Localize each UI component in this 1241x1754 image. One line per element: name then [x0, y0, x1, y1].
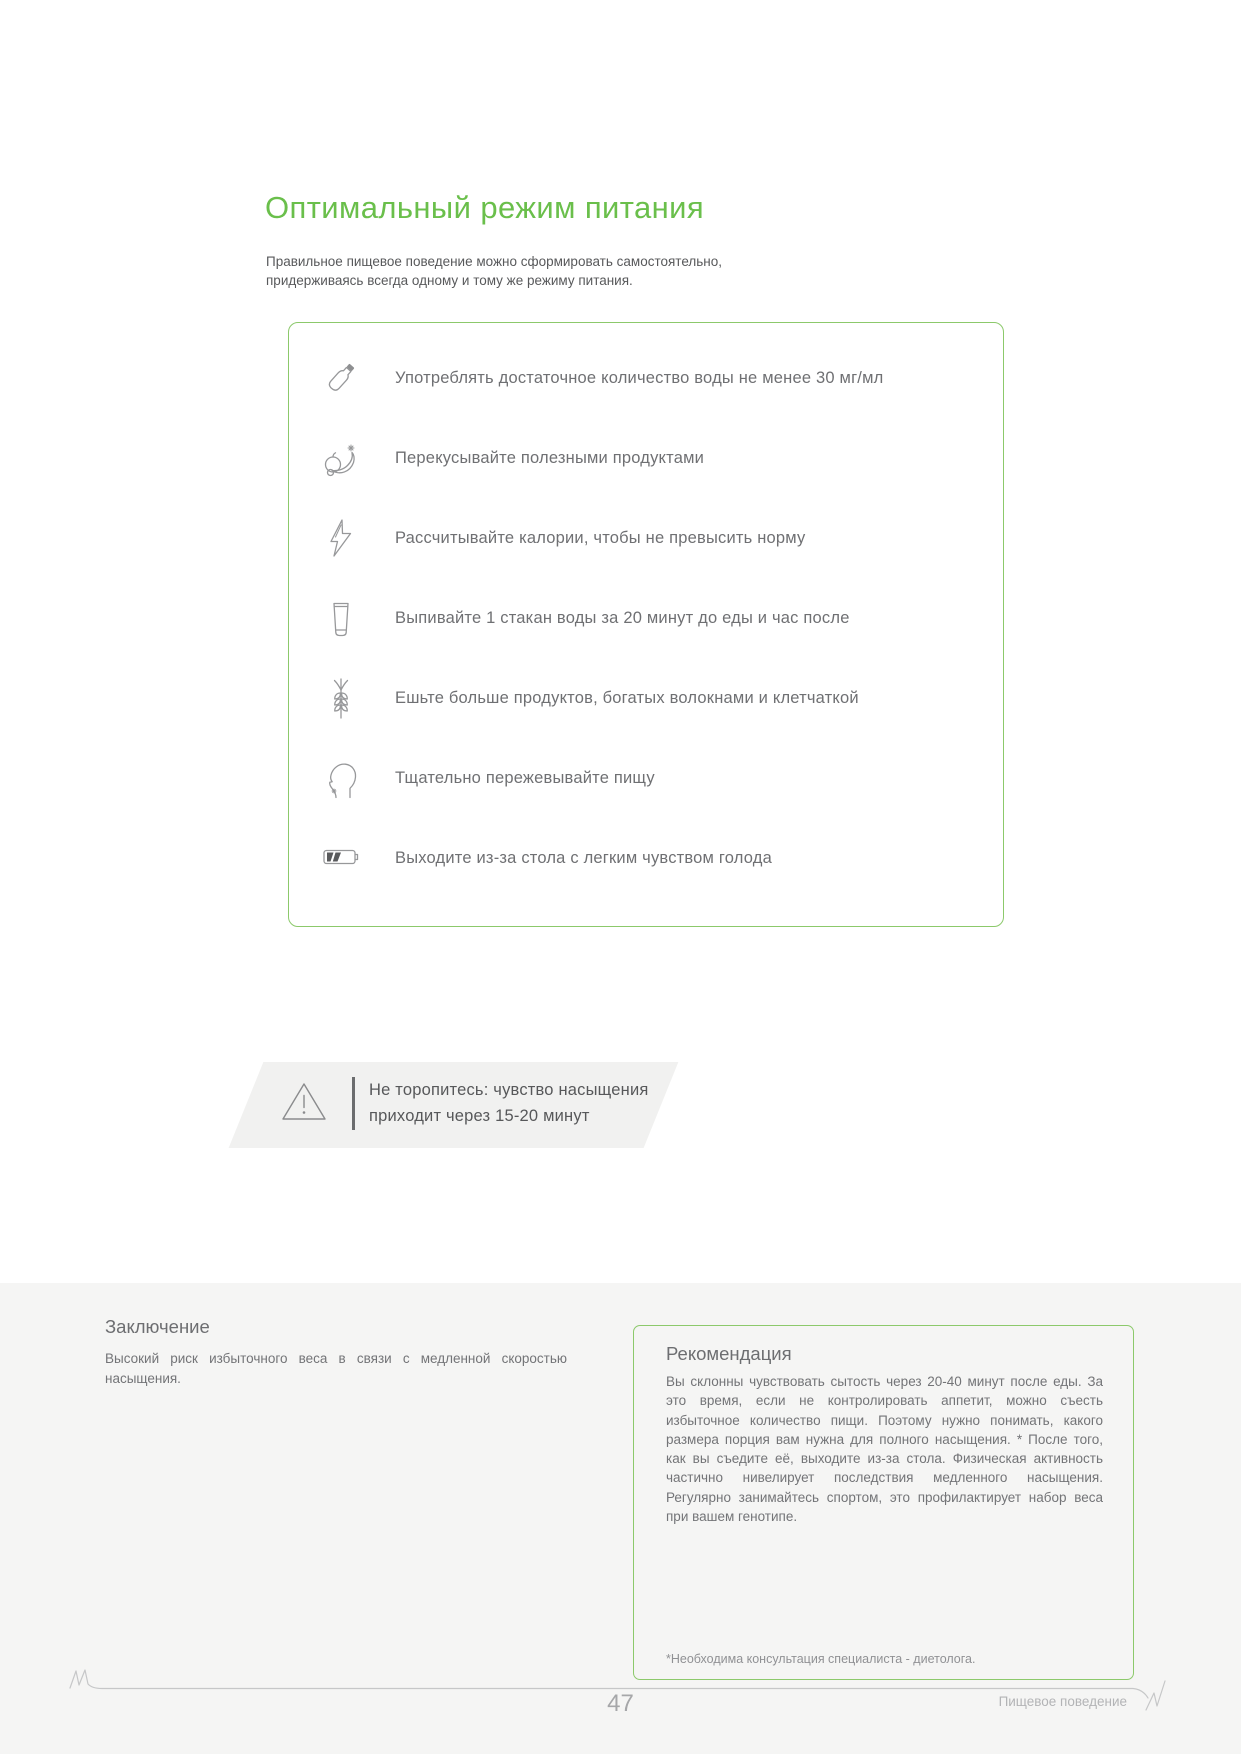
warning-divider: [352, 1077, 355, 1130]
recommendation-text: Вы склонны чувствовать сытость через 20-40 минут после еды. За это время, если не контролировать аппетит, можно съесть избыточное количество пищи. Поэтому нужно понимать, какого размера порция вам нужна для полного насыщения. * После того, как вы съедите её, выходите из-за стола. Физическая активность частично нивелирует последствия медленного насыщения. Регулярно занимайтесь спортом, это профилактирует набор веса при вашем генотипе.: [666, 1374, 1103, 1525]
tip-row-calories: [319, 508, 979, 568]
tip-row-light-hunger: [319, 828, 979, 888]
recommendation-panel: [633, 1325, 1134, 1680]
tip-text: Выходите из-за стола с легким чувством голода: [395, 848, 772, 867]
intro-paragraph: Правильное пищевое поведение можно сформировать самостоятельно, придерживаясь всегда одному и тому же режиму питания.: [266, 254, 723, 289]
tip-row-chew: [319, 748, 979, 808]
lightning-icon: [319, 516, 363, 560]
tip-text: Выпивайте 1 стакан воды за 20 минут до еды и час после: [395, 608, 850, 627]
conclusion-heading: Заключение: [105, 1316, 210, 1337]
page-title: Оптимальный режим питания: [265, 190, 705, 225]
tip-text: Рассчитывайте калории, чтобы не превысить норму: [395, 528, 806, 547]
recommendation-heading: Рекомендация: [666, 1343, 792, 1364]
footer-page-number: 47: [607, 1690, 634, 1717]
warning-triangle-icon: [280, 1079, 328, 1128]
tip-row-water-amount: [319, 348, 979, 408]
footer-section-label: Пищевое поведение: [998, 1694, 1127, 1709]
tip-text: Перекусывайте полезными продуктами: [395, 448, 705, 467]
tip-text: Употреблять достаточное количество воды не менее 30 мг/мл: [395, 368, 884, 387]
wheat-icon: [319, 676, 363, 720]
chewing-head-icon: [319, 756, 363, 800]
water-bottle-icon: [319, 356, 363, 400]
healthy-snack-icon: [319, 436, 363, 480]
battery-icon: [319, 836, 363, 880]
warning-line-2: приходит через 15-20 минут: [369, 1107, 590, 1126]
conclusion-text: Высокий риск избыточного веса в связи с медленной скоростью насыщения.: [105, 1351, 567, 1386]
tip-text: Тщательно пережевывайте пищу: [395, 768, 655, 787]
tip-row-glass-of-water: [319, 588, 979, 648]
tips-panel: [288, 322, 1004, 927]
tip-text: Ешьте больше продуктов, богатых волокнами и клетчаткой: [395, 688, 859, 707]
recommendation-footnote: *Необходима консультация специалиста - диетолога.: [666, 1652, 976, 1666]
tip-row-healthy-snacks: [319, 428, 979, 488]
warning-text: [369, 1077, 649, 1130]
tip-row-fiber: [319, 668, 979, 728]
water-glass-icon: [319, 596, 363, 640]
warning-line-1: Не торопитесь: чувство насыщения: [369, 1081, 649, 1099]
